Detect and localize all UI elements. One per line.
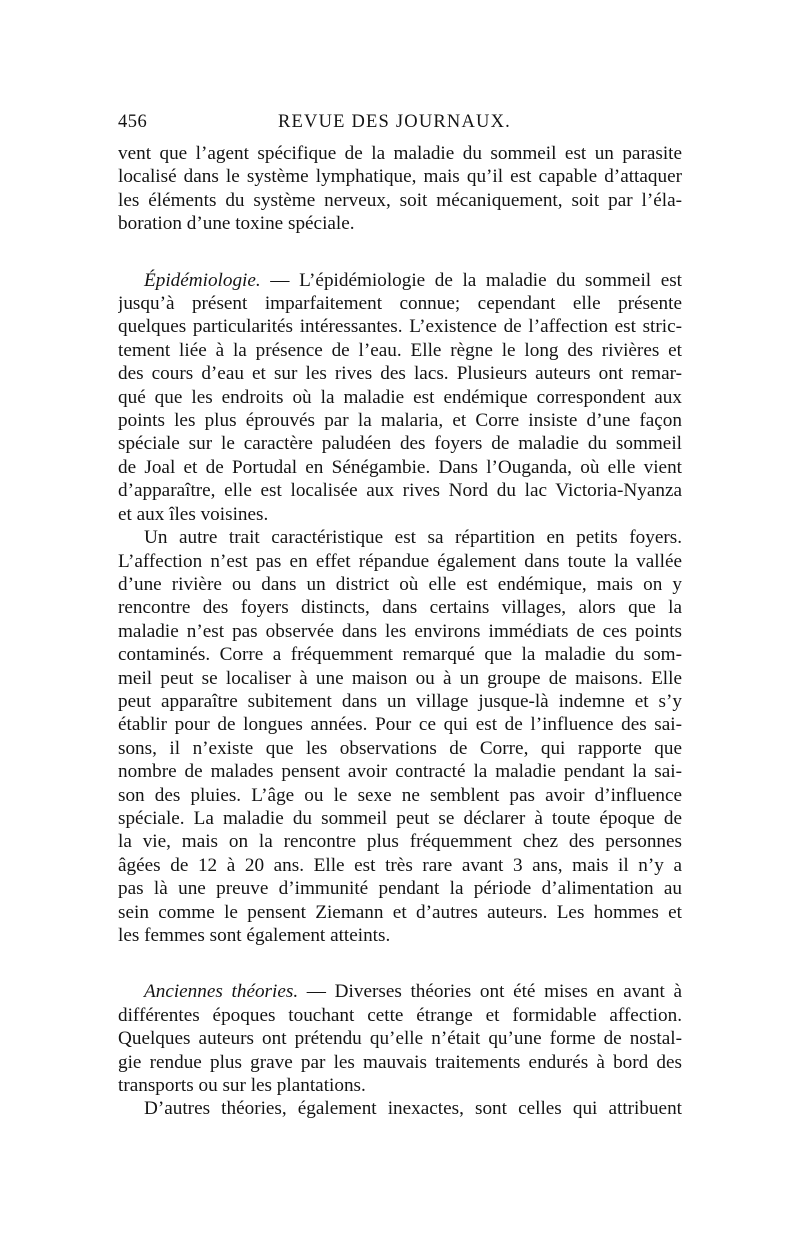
paragraph-epidemiologie	[118, 269, 682, 526]
paragraph-repartition	[118, 526, 682, 947]
text-line: des cours d’eau et sur les rives des lacs. Plusieurs auteurs ont remar-	[118, 363, 682, 385]
text-line: d’apparaître, elle est localisée aux rives Nord du lac Victoria-Nyanza	[118, 480, 682, 502]
text-fragment: Diverses théories ont été mises en avant à	[334, 981, 682, 1003]
text-line: son des pluies. L’âge ou le sexe ne semblent pas avoir d’influence	[118, 784, 682, 806]
text-line: qué que les endroits où la maladie est endémique correspondent aux	[118, 386, 682, 408]
text-line: les femmes sont également atteints.	[118, 925, 391, 946]
text-line: quelques particularités intéressantes. L’existence de l’affection est stric-	[118, 316, 682, 338]
text-line: de Joal et de Portudal en Sénégambie. Dans l’Ouganda, où elle vient	[118, 456, 682, 478]
section-heading: Anciennes théories.	[144, 981, 299, 1003]
text-line: la vie, mais on la rencontre plus fréquemment chez des personnes	[118, 831, 682, 853]
text-line: d’une rivière ou dans un district où elle est endémique, mais on y	[118, 573, 682, 595]
text-line: maladie n’est pas observée dans les environs immédiats de ces points	[118, 620, 682, 642]
text-line: Quelques auteurs ont prétendu qu’elle n’était qu’une forme de nostal-	[118, 1028, 682, 1050]
heading-dash: —	[260, 269, 300, 291]
text-line	[118, 980, 682, 1003]
page-number: 456	[118, 112, 148, 132]
text-line: nombre de malades pensent avoir contracté la maladie pendant la sai-	[118, 761, 682, 783]
text-line: spéciale. La maladie du sommeil peut se déclarer à toute époque de	[118, 807, 682, 829]
paragraph-continuation	[118, 142, 682, 236]
text-line: sein comme le pensent Ziemann et d’autres auteurs. Les hommes et	[118, 901, 682, 923]
text-line: Un autre trait caractéristique est sa répartition en petits foyers.	[144, 527, 682, 549]
body-text	[118, 142, 682, 1121]
text-line: sons, il n’existe que les observations de Corre, qui rapporte que	[118, 737, 682, 759]
text-line: D’autres théories, également inexactes, sont celles qui attribuent	[144, 1098, 682, 1120]
text-line: rencontre des foyers distincts, dans certains villages, alors que la	[118, 597, 682, 619]
text-line: points les plus éprouvés par la malaria, et Corre insiste d’une façon	[118, 410, 682, 432]
text-line: L’affection n’est pas en effet répandue également dans toute la vallée	[118, 550, 682, 572]
text-line: tement liée à la présence de l’eau. Elle règne le long des rivières et	[118, 339, 682, 361]
section-gap	[118, 236, 682, 269]
document-page	[118, 112, 682, 1121]
text-line: jusqu’à présent imparfaitement connue; cependant elle présente	[118, 293, 682, 315]
text-line: les éléments du système nerveux, soit mécaniquement, soit par l’éla-	[118, 189, 682, 211]
text-fragment: L’épidémiologie de la maladie du sommeil est	[299, 269, 682, 291]
running-title: REVUE DES JOURNAUX.	[278, 112, 511, 132]
section-gap	[118, 947, 682, 980]
paragraph-autres-theories	[118, 1097, 682, 1120]
text-line: et aux îles voisines.	[118, 503, 269, 525]
text-line: peut apparaître subitement dans un village jusque-là indemne et s’y	[118, 690, 682, 712]
text-line: spéciale sur le caractère paludéen des foyers de maladie du sommeil	[118, 433, 682, 455]
text-line: gie rendue plus grave par les mauvais traitements endurés à bord des	[118, 1051, 682, 1073]
text-line: localisé dans le système lymphatique, mais qu’il est capable d’attaquer	[118, 166, 682, 188]
heading-dash: —	[298, 981, 335, 1003]
running-header	[118, 112, 682, 142]
text-line: vent que l’agent spécifique de la maladie du sommeil est un parasite	[118, 143, 682, 164]
text-line: pas là une preuve d’immunité pendant la période d’alimentation au	[118, 878, 682, 900]
text-line: établir pour de longues années. Pour ce qui est de l’influence des sai-	[118, 714, 682, 736]
text-line: boration d’une toxine spéciale.	[118, 213, 355, 235]
text-line: âgées de 12 à 20 ans. Elle est très rare avant 3 ans, mais il n’y a	[118, 854, 682, 876]
section-heading: Épidémiologie.	[144, 269, 261, 291]
text-line: différentes époques touchant cette étrange et formidable affection.	[118, 1004, 682, 1026]
text-line	[118, 269, 682, 292]
paragraph-anciennes-theories	[118, 980, 682, 1097]
text-line: contaminés. Corre a fréquemment remarqué que la maladie du som-	[118, 644, 682, 666]
text-line: meil peut se localiser à une maison ou à un groupe de maisons. Elle	[118, 667, 682, 689]
text-line: transports ou sur les plantations.	[118, 1075, 366, 1097]
